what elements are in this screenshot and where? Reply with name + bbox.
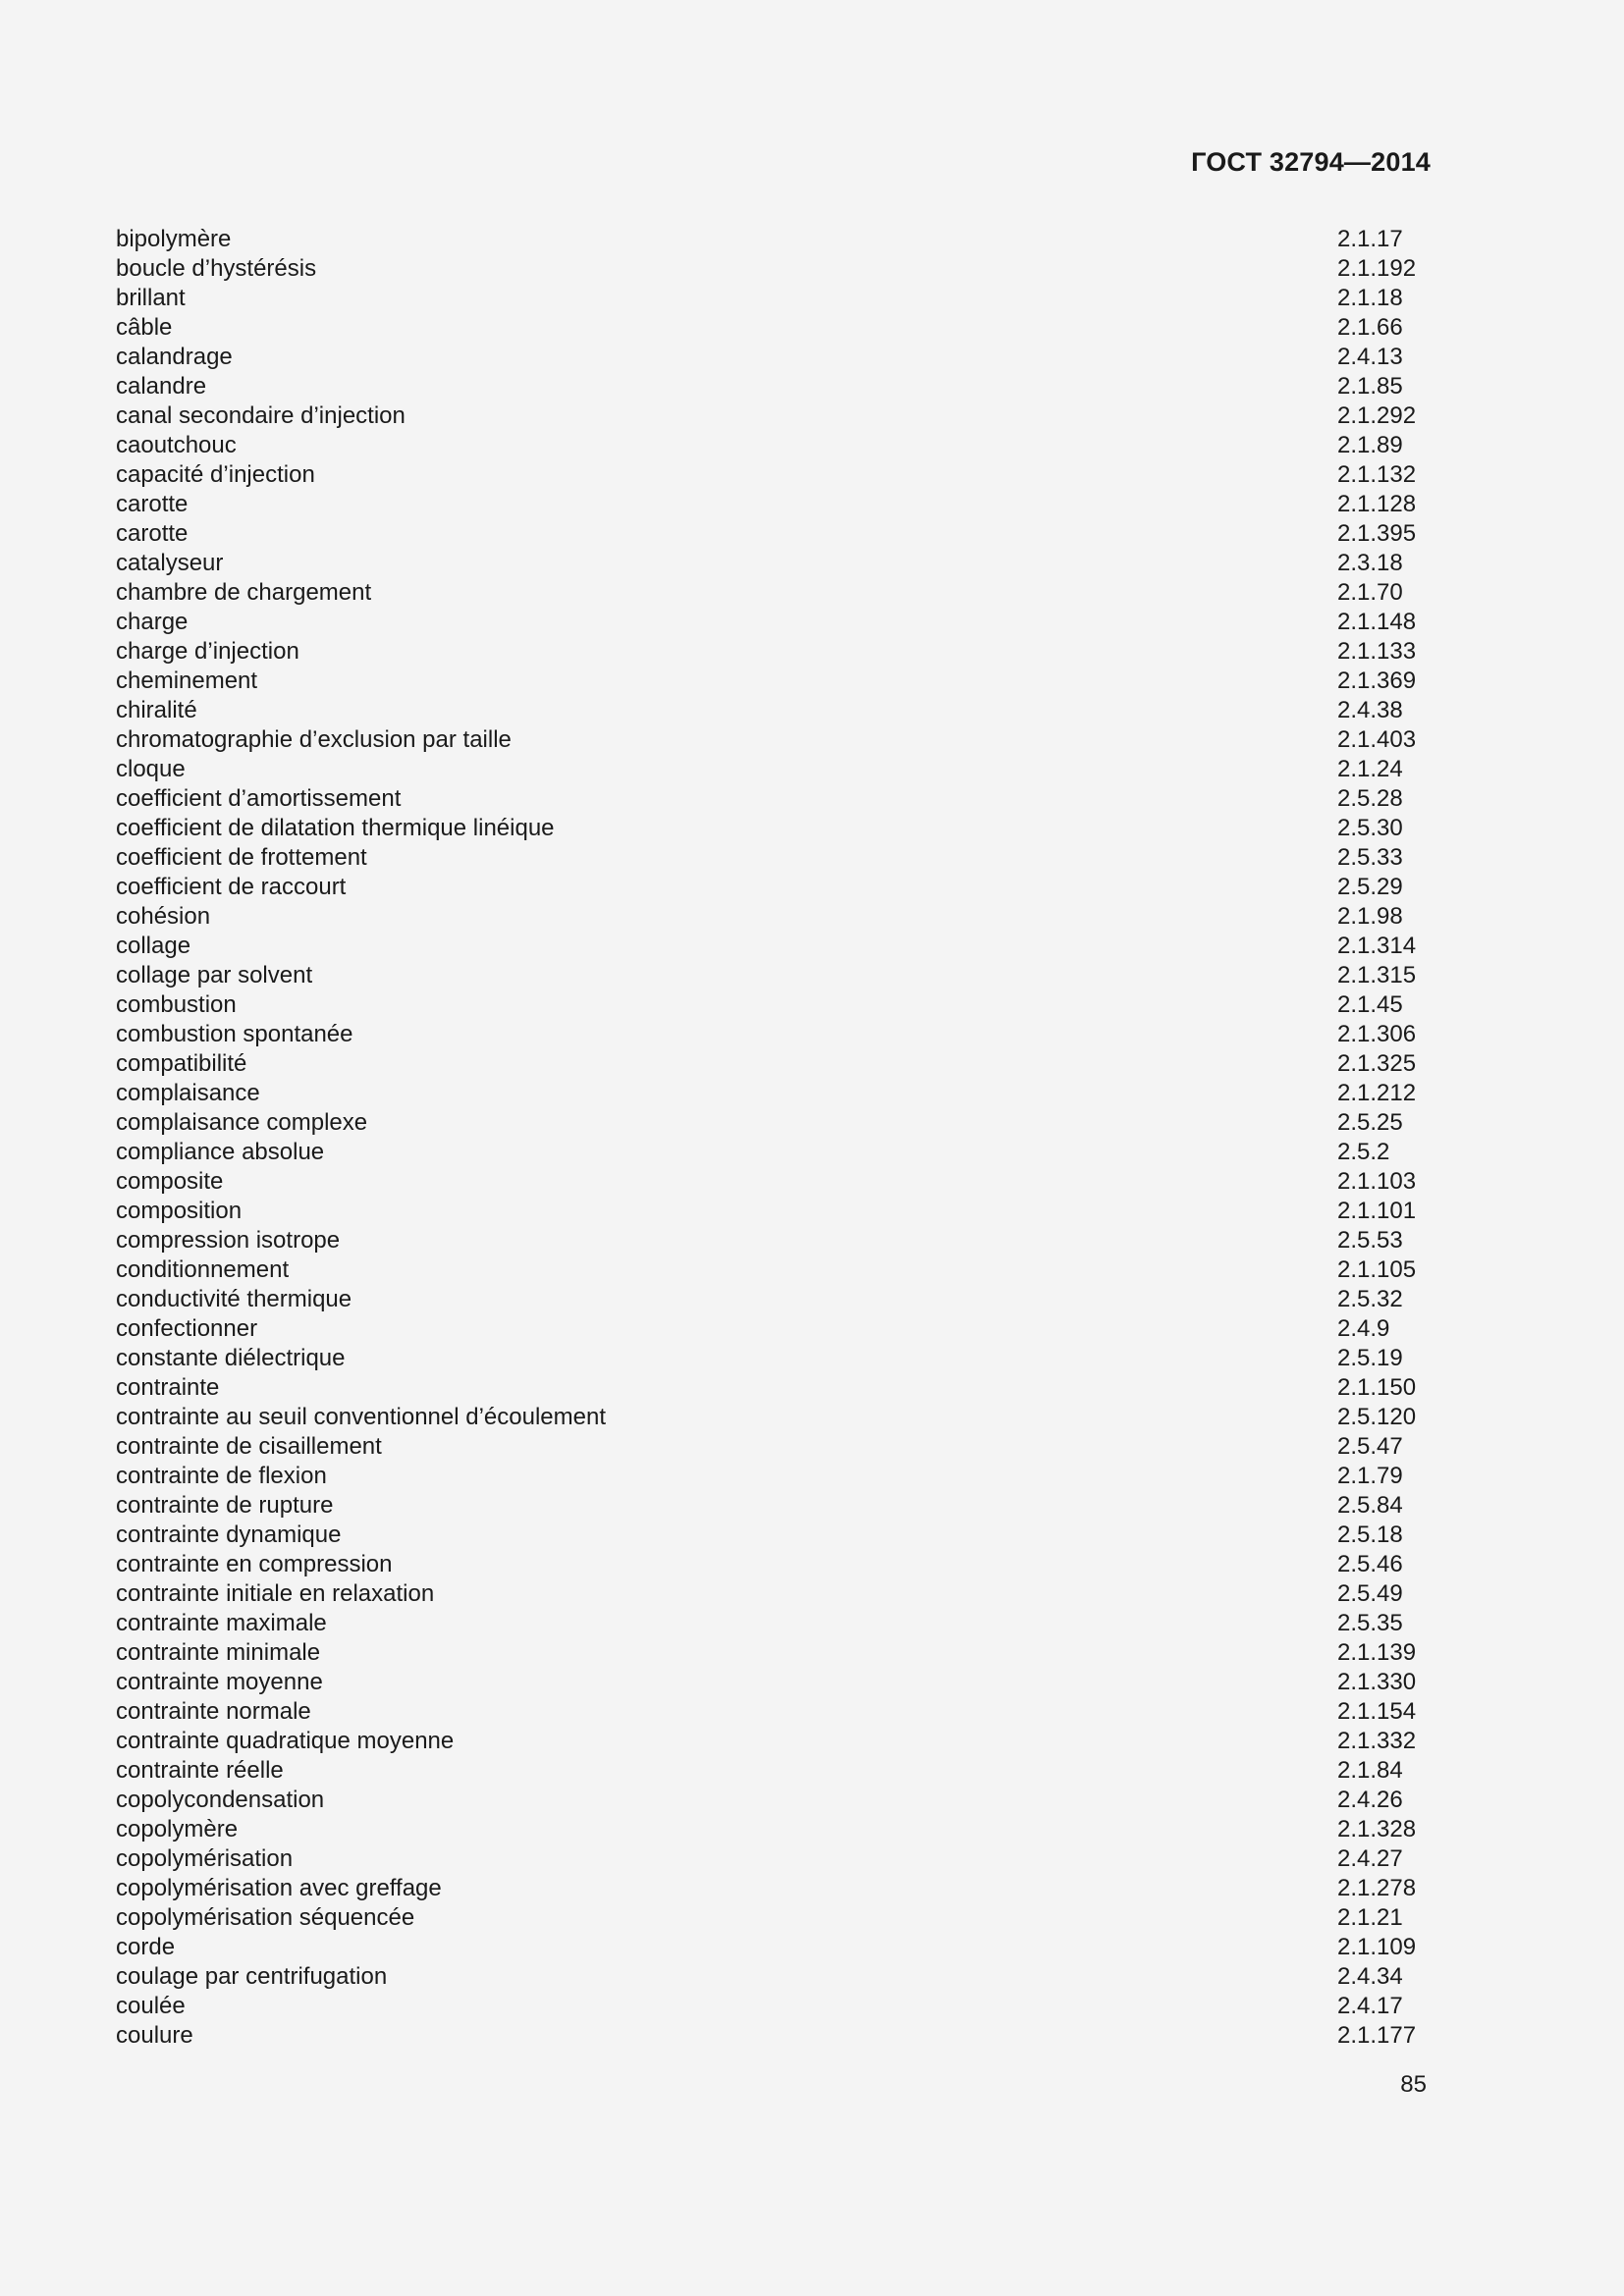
index-section-ref: 2.1.79 bbox=[1337, 1463, 1403, 1489]
index-term: composite bbox=[116, 1168, 224, 1195]
index-section-ref: 2.4.27 bbox=[1337, 1845, 1403, 1872]
index-term: collage bbox=[116, 933, 191, 959]
index-term: contrainte de cisaillement bbox=[116, 1433, 382, 1460]
index-section-ref: 2.5.120 bbox=[1337, 1404, 1417, 1430]
index-section-ref: 2.1.154 bbox=[1337, 1698, 1417, 1725]
index-entry bbox=[116, 843, 1434, 873]
index-section-ref: 2.1.332 bbox=[1337, 1728, 1417, 1754]
index-entry bbox=[116, 1138, 1434, 1167]
index-term: copolymérisation bbox=[116, 1845, 294, 1872]
index-entry bbox=[116, 1874, 1434, 1903]
index-entry bbox=[116, 873, 1434, 902]
index-section-ref: 2.1.315 bbox=[1337, 962, 1417, 988]
index-term: contrainte bbox=[116, 1374, 220, 1401]
index-entry bbox=[116, 431, 1434, 460]
index-entry bbox=[116, 1992, 1434, 2021]
index-term: coefficient de dilatation thermique linéique bbox=[116, 815, 555, 841]
index-entry bbox=[116, 784, 1434, 814]
index-entry bbox=[116, 1579, 1434, 1609]
index-term: canal secondaire d’injection bbox=[116, 402, 406, 429]
index-term: contrainte moyenne bbox=[116, 1669, 323, 1695]
index-section-ref: 2.4.34 bbox=[1337, 1963, 1403, 1990]
index-term: coulure bbox=[116, 2022, 193, 2049]
index-section-ref: 2.1.325 bbox=[1337, 1050, 1417, 1077]
index-term: cloque bbox=[116, 756, 186, 782]
term-index-list bbox=[116, 225, 1434, 2051]
index-section-ref: 2.1.109 bbox=[1337, 1934, 1417, 1960]
index-term: contrainte au seuil conventionnel d’écoulement bbox=[116, 1404, 606, 1430]
index-entry bbox=[116, 1638, 1434, 1668]
index-entry bbox=[116, 1668, 1434, 1697]
index-term: contrainte dynamique bbox=[116, 1522, 342, 1548]
index-term: contrainte initiale en relaxation bbox=[116, 1580, 435, 1607]
index-term: caoutchouc bbox=[116, 432, 237, 458]
index-entry bbox=[116, 1020, 1434, 1049]
index-entry bbox=[116, 1314, 1434, 1344]
index-section-ref: 2.5.19 bbox=[1337, 1345, 1403, 1371]
index-term: coulée bbox=[116, 1993, 186, 2019]
index-term: collage par solvent bbox=[116, 962, 313, 988]
index-term: charge d’injection bbox=[116, 638, 299, 665]
index-term: coefficient de frottement bbox=[116, 844, 367, 871]
index-term: copolycondensation bbox=[116, 1787, 325, 1813]
index-entry bbox=[116, 490, 1434, 519]
index-term: copolymérisation séquencée bbox=[116, 1904, 415, 1931]
index-section-ref: 2.1.328 bbox=[1337, 1816, 1417, 1842]
index-term: carotte bbox=[116, 491, 189, 517]
index-entry bbox=[116, 343, 1434, 372]
index-term: copolymérisation avec greffage bbox=[116, 1875, 442, 1901]
index-term: catalyseur bbox=[116, 550, 224, 576]
index-section-ref: 2.1.98 bbox=[1337, 903, 1403, 930]
index-section-ref: 2.1.105 bbox=[1337, 1256, 1417, 1283]
index-section-ref: 2.1.85 bbox=[1337, 373, 1403, 400]
index-entry bbox=[116, 902, 1434, 932]
index-entry bbox=[116, 1167, 1434, 1197]
index-term: corde bbox=[116, 1934, 176, 1960]
index-section-ref: 2.1.177 bbox=[1337, 2022, 1417, 2049]
index-term: constante diélectrique bbox=[116, 1345, 346, 1371]
index-term: charge bbox=[116, 609, 189, 635]
index-term: conditionnement bbox=[116, 1256, 290, 1283]
index-entry bbox=[116, 814, 1434, 843]
index-section-ref: 2.5.25 bbox=[1337, 1109, 1403, 1136]
index-section-ref: 2.1.330 bbox=[1337, 1669, 1417, 1695]
index-entry bbox=[116, 1255, 1434, 1285]
index-section-ref: 2.5.18 bbox=[1337, 1522, 1403, 1548]
index-term: chromatographie d’exclusion par taille bbox=[116, 726, 512, 753]
index-entry bbox=[116, 1285, 1434, 1314]
page-number: 85 bbox=[1400, 2071, 1427, 2098]
index-term: combustion bbox=[116, 991, 237, 1018]
index-entry bbox=[116, 225, 1434, 254]
standard-designation: ГОСТ 32794—2014 bbox=[1191, 147, 1431, 177]
index-entry bbox=[116, 254, 1434, 284]
index-term: coefficient de raccourt bbox=[116, 874, 347, 900]
index-section-ref: 2.5.30 bbox=[1337, 815, 1403, 841]
index-entry bbox=[116, 284, 1434, 313]
index-section-ref: 2.4.38 bbox=[1337, 697, 1403, 723]
index-term: cheminement bbox=[116, 667, 258, 694]
index-term: chiralité bbox=[116, 697, 197, 723]
index-entry bbox=[116, 1786, 1434, 1815]
index-term: contrainte en compression bbox=[116, 1551, 393, 1577]
index-entry bbox=[116, 1403, 1434, 1432]
index-section-ref: 2.1.148 bbox=[1337, 609, 1417, 635]
index-section-ref: 2.1.292 bbox=[1337, 402, 1417, 429]
index-section-ref: 2.5.49 bbox=[1337, 1580, 1403, 1607]
index-entry bbox=[116, 372, 1434, 401]
index-term: contrainte réelle bbox=[116, 1757, 284, 1784]
index-section-ref: 2.5.84 bbox=[1337, 1492, 1403, 1519]
index-term: cohésion bbox=[116, 903, 211, 930]
index-entry bbox=[116, 1727, 1434, 1756]
index-entry bbox=[116, 1344, 1434, 1373]
index-entry bbox=[116, 725, 1434, 755]
index-entry bbox=[116, 313, 1434, 343]
index-entry bbox=[116, 667, 1434, 696]
index-entry bbox=[116, 608, 1434, 637]
index-entry bbox=[116, 1432, 1434, 1462]
index-section-ref: 2.5.46 bbox=[1337, 1551, 1403, 1577]
index-entry bbox=[116, 2021, 1434, 2051]
index-entry bbox=[116, 1108, 1434, 1138]
index-term: carotte bbox=[116, 520, 189, 547]
index-section-ref: 2.1.133 bbox=[1337, 638, 1417, 665]
index-section-ref: 2.1.369 bbox=[1337, 667, 1417, 694]
index-section-ref: 2.1.17 bbox=[1337, 226, 1403, 252]
index-term: contrainte de rupture bbox=[116, 1492, 334, 1519]
index-entry bbox=[116, 401, 1434, 431]
index-entry bbox=[116, 1609, 1434, 1638]
index-term: calandrage bbox=[116, 344, 233, 370]
index-section-ref: 2.1.150 bbox=[1337, 1374, 1417, 1401]
index-section-ref: 2.1.403 bbox=[1337, 726, 1417, 753]
index-term: compatibilité bbox=[116, 1050, 247, 1077]
index-term: complaisance complexe bbox=[116, 1109, 368, 1136]
index-entry bbox=[116, 1697, 1434, 1727]
index-entry bbox=[116, 1962, 1434, 1992]
index-section-ref: 2.1.128 bbox=[1337, 491, 1417, 517]
index-term: contrainte minimale bbox=[116, 1639, 321, 1666]
index-entry bbox=[116, 1197, 1434, 1226]
index-term: combustion spontanée bbox=[116, 1021, 353, 1047]
index-entry bbox=[116, 549, 1434, 578]
index-term: confectionner bbox=[116, 1315, 258, 1342]
index-entry bbox=[116, 990, 1434, 1020]
index-section-ref: 2.1.70 bbox=[1337, 579, 1403, 606]
index-entry bbox=[116, 1491, 1434, 1521]
index-entry bbox=[116, 1462, 1434, 1491]
index-section-ref: 2.5.47 bbox=[1337, 1433, 1403, 1460]
index-section-ref: 2.1.192 bbox=[1337, 255, 1417, 282]
index-entry bbox=[116, 1933, 1434, 1962]
index-term: calandre bbox=[116, 373, 207, 400]
index-entry bbox=[116, 1049, 1434, 1079]
index-section-ref: 2.1.278 bbox=[1337, 1875, 1417, 1901]
index-entry bbox=[116, 1521, 1434, 1550]
index-section-ref: 2.1.18 bbox=[1337, 285, 1403, 311]
index-section-ref: 2.4.26 bbox=[1337, 1787, 1403, 1813]
index-section-ref: 2.1.21 bbox=[1337, 1904, 1403, 1931]
index-section-ref: 2.1.89 bbox=[1337, 432, 1403, 458]
index-term: contrainte maximale bbox=[116, 1610, 327, 1636]
index-term: chambre de chargement bbox=[116, 579, 372, 606]
index-section-ref: 2.4.13 bbox=[1337, 344, 1403, 370]
index-section-ref: 2.1.132 bbox=[1337, 461, 1417, 488]
index-entry bbox=[116, 1903, 1434, 1933]
index-entry bbox=[116, 1756, 1434, 1786]
index-entry bbox=[116, 1815, 1434, 1844]
index-section-ref: 2.4.9 bbox=[1337, 1315, 1390, 1342]
index-term: bipolymère bbox=[116, 226, 232, 252]
index-section-ref: 2.1.66 bbox=[1337, 314, 1403, 341]
index-term: copolymère bbox=[116, 1816, 239, 1842]
index-term: coulage par centrifugation bbox=[116, 1963, 388, 1990]
index-term: conductivité thermique bbox=[116, 1286, 352, 1312]
index-section-ref: 2.1.139 bbox=[1337, 1639, 1417, 1666]
index-section-ref: 2.1.212 bbox=[1337, 1080, 1417, 1106]
index-section-ref: 2.1.45 bbox=[1337, 991, 1403, 1018]
index-term: compression isotrope bbox=[116, 1227, 341, 1254]
index-section-ref: 2.5.29 bbox=[1337, 874, 1403, 900]
index-entry bbox=[116, 1844, 1434, 1874]
index-entry bbox=[116, 1079, 1434, 1108]
index-section-ref: 2.1.24 bbox=[1337, 756, 1403, 782]
index-entry bbox=[116, 932, 1434, 961]
index-term: boucle d’hystérésis bbox=[116, 255, 317, 282]
index-section-ref: 2.5.32 bbox=[1337, 1286, 1403, 1312]
index-section-ref: 2.4.17 bbox=[1337, 1993, 1403, 2019]
index-section-ref: 2.1.314 bbox=[1337, 933, 1417, 959]
index-section-ref: 2.5.53 bbox=[1337, 1227, 1403, 1254]
index-term: contrainte quadratique moyenne bbox=[116, 1728, 455, 1754]
index-term: complaisance bbox=[116, 1080, 260, 1106]
index-section-ref: 2.5.35 bbox=[1337, 1610, 1403, 1636]
index-entry bbox=[116, 755, 1434, 784]
index-entry bbox=[116, 1226, 1434, 1255]
index-entry bbox=[116, 1373, 1434, 1403]
index-term: coefficient d’amortissement bbox=[116, 785, 402, 812]
index-section-ref: 2.5.33 bbox=[1337, 844, 1403, 871]
index-section-ref: 2.5.28 bbox=[1337, 785, 1403, 812]
index-entry bbox=[116, 519, 1434, 549]
index-entry bbox=[116, 460, 1434, 490]
index-term: brillant bbox=[116, 285, 186, 311]
index-term: contrainte normale bbox=[116, 1698, 311, 1725]
index-section-ref: 2.1.84 bbox=[1337, 1757, 1403, 1784]
index-section-ref: 2.1.395 bbox=[1337, 520, 1417, 547]
index-section-ref: 2.3.18 bbox=[1337, 550, 1403, 576]
index-term: capacité d’injection bbox=[116, 461, 315, 488]
index-entry bbox=[116, 1550, 1434, 1579]
index-section-ref: 2.5.2 bbox=[1337, 1139, 1390, 1165]
index-term: câble bbox=[116, 314, 173, 341]
index-term: compliance absolue bbox=[116, 1139, 325, 1165]
index-entry bbox=[116, 637, 1434, 667]
index-entry bbox=[116, 961, 1434, 990]
index-section-ref: 2.1.101 bbox=[1337, 1198, 1417, 1224]
index-entry bbox=[116, 578, 1434, 608]
index-section-ref: 2.1.103 bbox=[1337, 1168, 1417, 1195]
index-entry bbox=[116, 696, 1434, 725]
index-term: composition bbox=[116, 1198, 243, 1224]
index-term: contrainte de flexion bbox=[116, 1463, 327, 1489]
index-section-ref: 2.1.306 bbox=[1337, 1021, 1417, 1047]
